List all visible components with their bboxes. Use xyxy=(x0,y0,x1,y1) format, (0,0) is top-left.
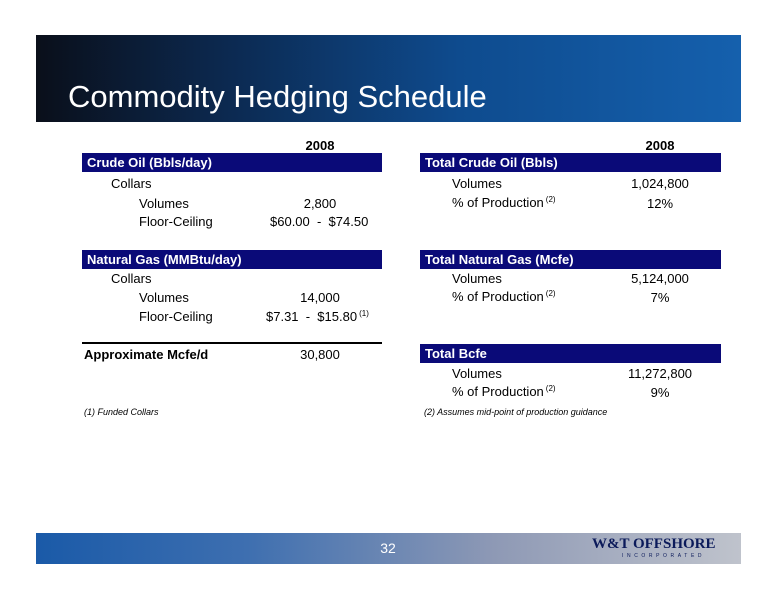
right-year-header: 2008 xyxy=(645,138,675,153)
total-crude-pct-footnote-mark: (2) xyxy=(545,195,556,204)
total-crude-volumes-label: Volumes xyxy=(452,176,502,191)
total-bcfe-volumes-value: 11,272,800 xyxy=(627,366,693,381)
total-gas-pct-footnote-mark: (2) xyxy=(545,289,556,298)
crude-collars-label: Collars xyxy=(111,176,152,191)
total-gas-volumes-value: 5,124,000 xyxy=(631,271,689,286)
crude-volumes-value: 2,800 xyxy=(303,196,337,211)
total-gas-pct-value: 7% xyxy=(650,290,670,305)
footnote-1: (1) Funded Collars xyxy=(84,407,159,417)
gas-collars-label: Collars xyxy=(111,271,152,286)
company-logo xyxy=(592,536,718,562)
gas-floor-label: Floor-Ceiling xyxy=(139,309,213,324)
gas-floor-footnote-mark: (1) xyxy=(359,309,369,318)
total-bcfe-pct-value: 9% xyxy=(650,385,670,400)
logo-wordmark: W&T OFFSHORE xyxy=(592,536,716,552)
gas-volumes-label: Volumes xyxy=(139,290,189,305)
crude-floor-value: $60.00 - $74.50 xyxy=(270,214,369,229)
total-bcfe-volumes-label: Volumes xyxy=(452,366,502,381)
total-crude-pct-label: % of Production xyxy=(452,195,544,210)
crude-floor-label: Floor-Ceiling xyxy=(139,214,213,229)
approx-mcfe-value: 30,800 xyxy=(300,347,340,362)
total-crude-header: Total Crude Oil (Bbls) xyxy=(420,153,721,172)
total-bcfe-pct-label-wrap xyxy=(452,384,556,400)
page-number: 32 xyxy=(380,540,396,556)
total-bcfe-header: Total Bcfe xyxy=(420,344,721,363)
gas-floor-value: $7.31 - $15.80 xyxy=(266,309,358,324)
crude-volumes-label: Volumes xyxy=(139,196,189,211)
total-crude-pct-label-wrap xyxy=(452,195,556,211)
total-gas-volumes-label: Volumes xyxy=(452,271,502,286)
crude-oil-header: Crude Oil (Bbls/day) xyxy=(82,153,382,172)
total-crude-volumes-value: 1,024,800 xyxy=(631,176,689,191)
gas-volumes-value: 14,000 xyxy=(300,290,340,305)
page-title: Commodity Hedging Schedule xyxy=(68,79,487,114)
approx-mcfe-label: Approximate Mcfe/d xyxy=(84,347,209,362)
approx-divider xyxy=(82,342,382,344)
title-banner xyxy=(36,35,741,122)
total-bcfe-pct-label: % of Production xyxy=(452,384,544,399)
natural-gas-header: Natural Gas (MMBtu/day) xyxy=(82,250,382,269)
total-bcfe-pct-footnote-mark: (2) xyxy=(545,384,556,393)
total-crude-pct-value: 12% xyxy=(646,196,674,211)
logo-subtitle: INCORPORATED xyxy=(622,553,706,559)
gas-floor-value-wrap xyxy=(266,309,369,325)
footnote-2: (2) Assumes mid-point of production guidance xyxy=(424,407,608,417)
left-year-header: 2008 xyxy=(305,138,335,153)
total-gas-pct-label: % of Production xyxy=(452,289,544,304)
total-gas-pct-label-wrap xyxy=(452,289,556,305)
total-gas-header: Total Natural Gas (Mcfe) xyxy=(420,250,721,269)
